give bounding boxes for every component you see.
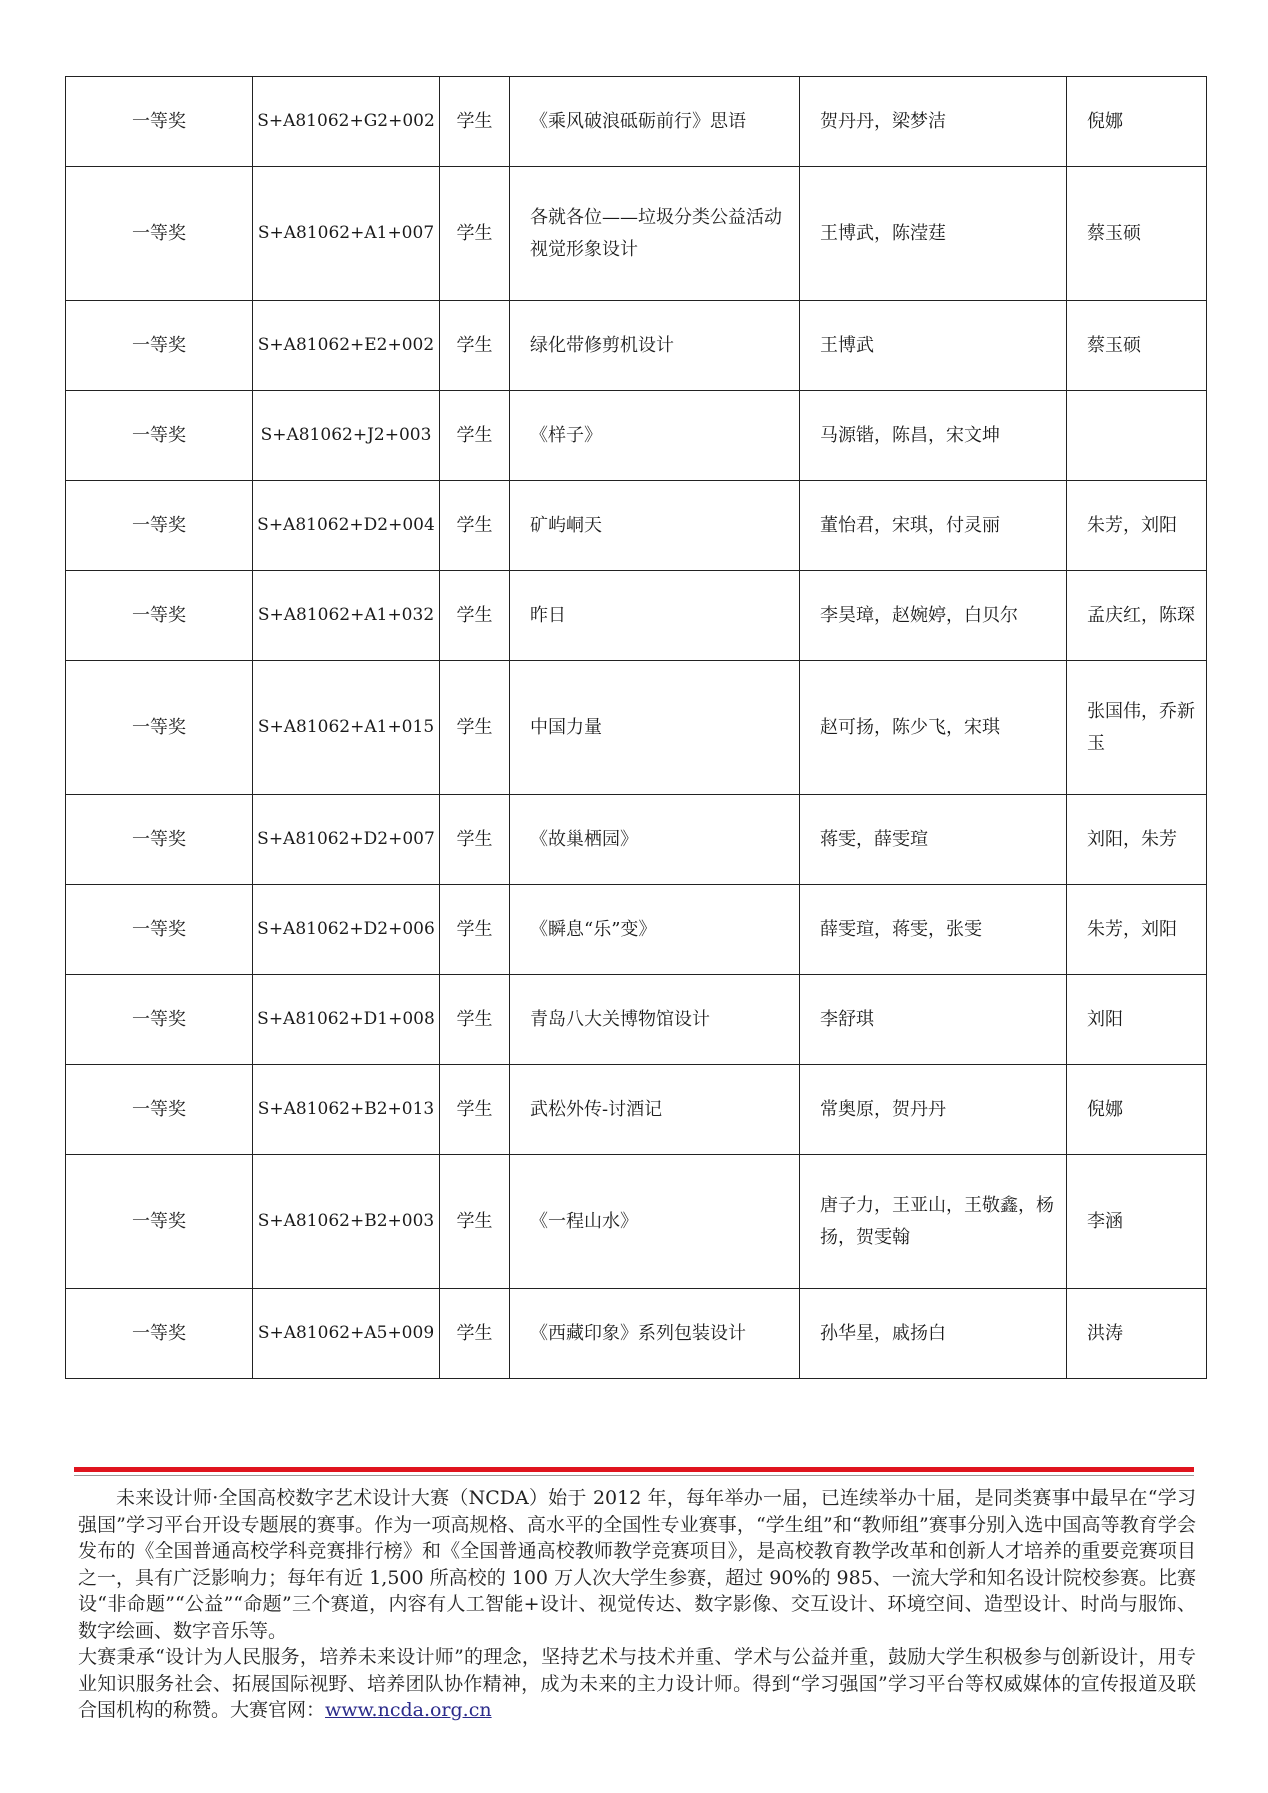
award-level-cell: 一等奖 xyxy=(66,391,253,481)
authors-cell: 唐子力，王亚山，王敬鑫，杨扬，贺雯翰 xyxy=(800,1155,1067,1289)
table-row xyxy=(66,77,1207,167)
advisor-cell: 刘阳 xyxy=(1067,975,1207,1065)
work-title-cell: 《瞬息“乐”变》 xyxy=(510,885,800,975)
award-level-cell: 一等奖 xyxy=(66,167,253,301)
authors-cell: 李昊璋，赵婉婷，白贝尔 xyxy=(800,571,1067,661)
group-cell: 学生 xyxy=(440,885,510,975)
authors-cell: 王博武 xyxy=(800,301,1067,391)
work-title-cell: 武松外传-讨酒记 xyxy=(510,1065,800,1155)
group-cell: 学生 xyxy=(440,1065,510,1155)
group-cell: 学生 xyxy=(440,77,510,167)
red-divider-line xyxy=(74,1467,1194,1472)
entry-code-cell: S+A81062+E2+002 xyxy=(253,301,440,391)
advisor-cell: 倪娜 xyxy=(1067,1065,1207,1155)
group-cell: 学生 xyxy=(440,1289,510,1379)
table-row xyxy=(66,167,1207,301)
authors-cell: 孙华星，戚扬白 xyxy=(800,1289,1067,1379)
advisor-cell: 刘阳，朱芳 xyxy=(1067,795,1207,885)
footer-divider xyxy=(74,1467,1194,1476)
group-cell: 学生 xyxy=(440,301,510,391)
table-row xyxy=(66,301,1207,391)
work-title-cell: 《西藏印象》系列包装设计 xyxy=(510,1289,800,1379)
entry-code-cell: S+A81062+G2+002 xyxy=(253,77,440,167)
authors-cell: 王博武，陈滢莛 xyxy=(800,167,1067,301)
table-row xyxy=(66,1155,1207,1289)
work-title-cell: 各就各位——垃圾分类公益活动视觉形象设计 xyxy=(510,167,800,301)
footer-paragraph-intro: 未来设计师·全国高校数字艺术设计大赛（NCDA）始于 2012 年，每年举办一届，已连续举办十届，是同类赛事中最早在“学习强国”学习平台开设专题展的赛事。作为一项高规格、高水平的全国性专业赛事，“学生组”和“教师组”赛事分别入选中国高等教育学会发布的《全国普通高校学科竞赛排行榜》和《全国普通高校教师教学竞赛项目》，是高校教育教学改革和创新人才培养的重要竞赛项目之一，具有广泛影响力；每年有近 1,500 所高校的 100 万人次大学生参赛，超过 90%的 985、一流大学和知名设计院校参赛。比赛设“非命题”“公益”“命题”三个赛道，内容有人工智能+设计、视觉传达、数字影像、交互设计、环境空间、造型设计、时尚与服饰、数字绘画、数字音乐等。 xyxy=(78,1487,1196,1642)
award-level-cell: 一等奖 xyxy=(66,1065,253,1155)
entry-code-cell: S+A81062+D2+004 xyxy=(253,481,440,571)
authors-cell: 常奥原，贺丹丹 xyxy=(800,1065,1067,1155)
advisor-cell: 朱芳，刘阳 xyxy=(1067,481,1207,571)
award-level-cell: 一等奖 xyxy=(66,975,253,1065)
entry-code-cell: S+A81062+B2+003 xyxy=(253,1155,440,1289)
advisor-cell: 朱芳，刘阳 xyxy=(1067,885,1207,975)
authors-cell: 赵可扬，陈少飞，宋琪 xyxy=(800,661,1067,795)
entry-code-cell: S+A81062+A1+007 xyxy=(253,167,440,301)
authors-cell: 董怡君，宋琪，付灵丽 xyxy=(800,481,1067,571)
work-title-cell: 绿化带修剪机设计 xyxy=(510,301,800,391)
award-level-cell: 一等奖 xyxy=(66,1289,253,1379)
award-level-cell: 一等奖 xyxy=(66,795,253,885)
group-cell: 学生 xyxy=(440,795,510,885)
award-level-cell: 一等奖 xyxy=(66,481,253,571)
advisor-cell: 倪娜 xyxy=(1067,77,1207,167)
authors-cell: 马源锴，陈昌，宋文坤 xyxy=(800,391,1067,481)
award-level-cell: 一等奖 xyxy=(66,661,253,795)
work-title-cell: 《故巢栖园》 xyxy=(510,795,800,885)
table-row xyxy=(66,1065,1207,1155)
group-cell: 学生 xyxy=(440,481,510,571)
table-row xyxy=(66,661,1207,795)
advisor-cell: 洪涛 xyxy=(1067,1289,1207,1379)
group-cell: 学生 xyxy=(440,661,510,795)
table-row xyxy=(66,391,1207,481)
advisor-cell: 蔡玉硕 xyxy=(1067,301,1207,391)
table-row xyxy=(66,1289,1207,1379)
award-level-cell: 一等奖 xyxy=(66,571,253,661)
entry-code-cell: S+A81062+A1+032 xyxy=(253,571,440,661)
official-website-link[interactable]: www.ncda.org.cn xyxy=(325,1699,492,1721)
footer-description xyxy=(78,1485,1196,1724)
work-title-cell: 中国力量 xyxy=(510,661,800,795)
entry-code-cell: S+A81062+D2+007 xyxy=(253,795,440,885)
authors-cell: 薛雯瑄，蒋雯，张雯 xyxy=(800,885,1067,975)
advisor-cell: 李涵 xyxy=(1067,1155,1207,1289)
group-cell: 学生 xyxy=(440,975,510,1065)
footer-paragraph-mission xyxy=(78,1644,1196,1724)
group-cell: 学生 xyxy=(440,571,510,661)
group-cell: 学生 xyxy=(440,391,510,481)
advisor-cell: 张国伟，乔新玉 xyxy=(1067,661,1207,795)
group-cell: 学生 xyxy=(440,1155,510,1289)
entry-code-cell: S+A81062+D1+008 xyxy=(253,975,440,1065)
award-level-cell: 一等奖 xyxy=(66,1155,253,1289)
advisor-cell: 孟庆红，陈琛 xyxy=(1067,571,1207,661)
work-title-cell: 矿屿峒天 xyxy=(510,481,800,571)
award-table-body xyxy=(66,77,1207,1379)
entry-code-cell: S+A81062+B2+013 xyxy=(253,1065,440,1155)
table-row xyxy=(66,571,1207,661)
table-row xyxy=(66,975,1207,1065)
table-row xyxy=(66,481,1207,571)
award-level-cell: 一等奖 xyxy=(66,301,253,391)
entry-code-cell: S+A81062+J2+003 xyxy=(253,391,440,481)
footer-mission-text: 大赛秉承“设计为人民服务，培养未来设计师”的理念，坚持艺术与技术并重、学术与公益并重，鼓励大学生积极参与创新设计，用专业知识服务社会、拓展国际视野、培养团队协作精神，成为未来的主力设计师。得到“学习强国”学习平台等权威媒体的宣传报道及联合国机构的称赞。大赛官网： xyxy=(78,1646,1196,1721)
authors-cell: 贺丹丹，梁梦洁 xyxy=(800,77,1067,167)
work-title-cell: 昨日 xyxy=(510,571,800,661)
advisor-cell: 蔡玉硕 xyxy=(1067,167,1207,301)
authors-cell: 蒋雯，薛雯瑄 xyxy=(800,795,1067,885)
group-cell: 学生 xyxy=(440,167,510,301)
entry-code-cell: S+A81062+A5+009 xyxy=(253,1289,440,1379)
entry-code-cell: S+A81062+A1+015 xyxy=(253,661,440,795)
award-level-cell: 一等奖 xyxy=(66,77,253,167)
gray-divider-line xyxy=(74,1475,1194,1476)
award-table xyxy=(65,76,1207,1379)
work-title-cell: 《样子》 xyxy=(510,391,800,481)
advisor-cell xyxy=(1067,391,1207,481)
work-title-cell: 《一程山水》 xyxy=(510,1155,800,1289)
work-title-cell: 青岛八大关博物馆设计 xyxy=(510,975,800,1065)
table-row xyxy=(66,795,1207,885)
work-title-cell: 《乘风破浪砥砺前行》思语 xyxy=(510,77,800,167)
table-row xyxy=(66,885,1207,975)
entry-code-cell: S+A81062+D2+006 xyxy=(253,885,440,975)
authors-cell: 李舒琪 xyxy=(800,975,1067,1065)
award-level-cell: 一等奖 xyxy=(66,885,253,975)
